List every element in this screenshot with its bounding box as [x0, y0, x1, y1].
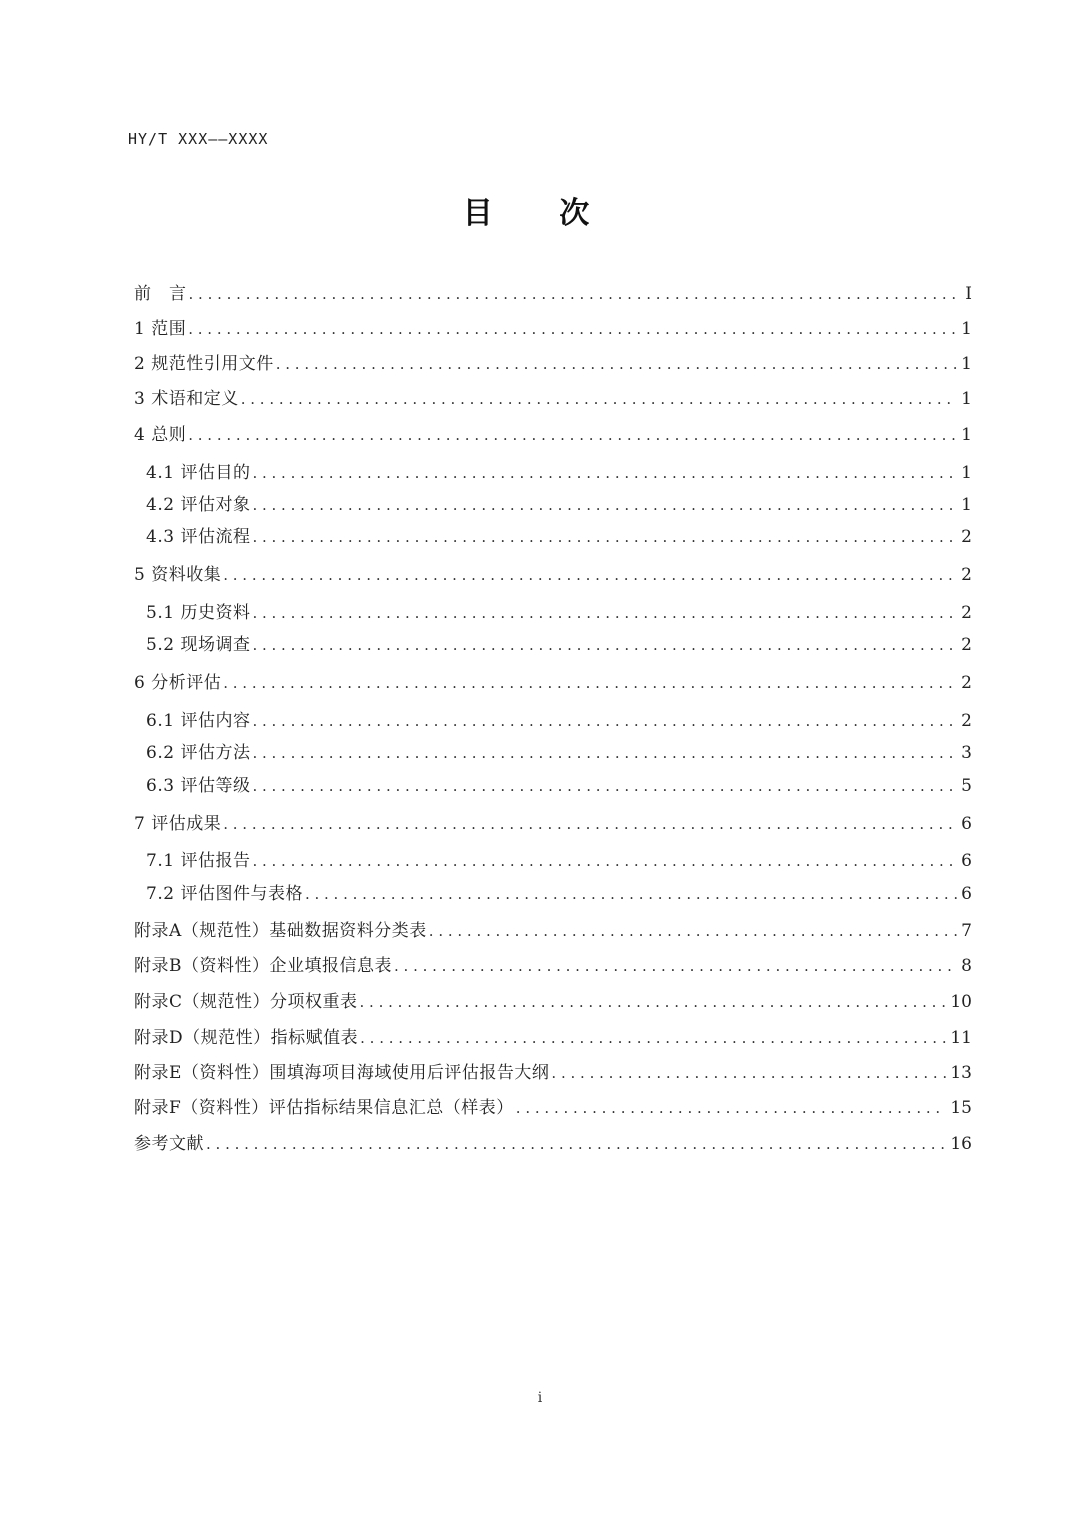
toc-entry-page: 1: [961, 495, 972, 515]
toc-entry[interactable]: [146, 491, 972, 519]
toc-leader-dots: [394, 952, 957, 980]
toc-leader-dots: [241, 385, 957, 413]
toc-leader-dots: [252, 599, 957, 627]
toc-entry-page: 8: [961, 956, 972, 976]
toc-leader-dots: [223, 669, 957, 697]
document-code: HY/T XXX——XXXX: [128, 130, 269, 148]
toc-entry-label: 前 言: [134, 284, 187, 304]
toc-entry[interactable]: [134, 280, 972, 308]
toc-entry[interactable]: [134, 669, 972, 697]
toc-entry[interactable]: [134, 988, 972, 1016]
toc-leader-dots: [252, 523, 957, 551]
toc-entry-label: 附录B（资料性）企业填报信息表: [134, 956, 392, 976]
toc-entry-page: 2: [961, 527, 972, 547]
toc-leader-dots: [276, 350, 957, 378]
toc-entry-page: 13: [950, 1063, 972, 1083]
toc-entry[interactable]: [146, 631, 972, 659]
toc-entry-page: 7: [961, 921, 972, 941]
toc-entry-label: 4.3 评估流程: [146, 527, 251, 547]
toc-entry-label: 3 术语和定义: [134, 389, 239, 409]
toc-leader-dots: [188, 421, 957, 449]
toc-entry-label: 5 资料收集: [134, 565, 222, 585]
toc-leader-dots: [252, 707, 957, 735]
toc-entry[interactable]: [146, 459, 972, 487]
toc-entry-label: 2 规范性引用文件: [134, 354, 274, 374]
toc-entry-label: 4.2 评估对象: [146, 495, 251, 515]
toc-entry[interactable]: [134, 1094, 972, 1122]
toc-entry-label: 1 范围: [134, 319, 187, 339]
toc-entry-label: 5.2 现场调查: [146, 635, 251, 655]
toc-entry-page: 2: [961, 711, 972, 731]
toc-entry-page: I: [965, 284, 972, 304]
toc-entry[interactable]: [134, 561, 972, 589]
toc-entry[interactable]: [134, 917, 972, 945]
toc-leader-dots: [360, 988, 947, 1016]
page-title: 目 次: [462, 196, 618, 231]
toc-leader-dots: [252, 847, 957, 875]
toc-entry-label: 6.2 评估方法: [146, 743, 251, 763]
toc-entry[interactable]: [134, 421, 972, 449]
toc-entry[interactable]: [146, 847, 972, 875]
toc-entry[interactable]: [134, 1130, 972, 1158]
toc-leader-dots: [252, 739, 957, 767]
toc-entry-label: 4.1 评估目的: [146, 463, 251, 483]
toc-leader-dots: [206, 1130, 946, 1158]
toc-leader-dots: [305, 880, 957, 908]
toc-entry-label: 参考文献: [134, 1134, 204, 1154]
toc-entry-page: 1: [961, 425, 972, 445]
toc-leader-dots: [189, 280, 962, 308]
toc-entry-label: 附录A（规范性）基础数据资料分类表: [134, 921, 427, 941]
toc-entry-label: 附录E（资料性）围填海项目海域使用后评估报告大纲: [134, 1063, 550, 1083]
toc-entry-page: 1: [961, 463, 972, 483]
toc-entry[interactable]: [134, 315, 972, 343]
toc-entry[interactable]: [146, 772, 972, 800]
toc-leader-dots: [188, 315, 957, 343]
toc-entry-label: 6.3 评估等级: [146, 776, 251, 796]
page-number: i: [537, 1390, 543, 1406]
toc-entry-label: 附录D（规范性）指标赋值表: [134, 1028, 359, 1048]
toc-leader-dots: [252, 491, 957, 519]
toc-leader-dots: [223, 561, 957, 589]
toc-leader-dots: [252, 772, 957, 800]
toc-entry-page: 6: [961, 884, 972, 904]
toc-leader-dots: [516, 1094, 947, 1122]
toc-entry-label: 附录F（资料性）评估指标结果信息汇总（样表）: [134, 1098, 514, 1118]
toc-entry-label: 6.1 评估内容: [146, 711, 251, 731]
toc-entry-page: 10: [950, 992, 972, 1012]
toc-entry[interactable]: [134, 385, 972, 413]
toc-entry-label: 7.1 评估报告: [146, 851, 251, 871]
toc-entry-page: 2: [961, 603, 972, 623]
toc-leader-dots: [252, 459, 957, 487]
toc-entry-page: 1: [961, 319, 972, 339]
toc-leader-dots: [223, 810, 957, 838]
toc-entry-page: 2: [961, 673, 972, 693]
toc-entry-page: 6: [961, 814, 972, 834]
toc-entry-page: 3: [961, 743, 972, 763]
toc-entry[interactable]: [134, 350, 972, 378]
toc-entry-page: 1: [961, 389, 972, 409]
toc-entry-page: 16: [950, 1134, 972, 1154]
toc-leader-dots: [252, 631, 957, 659]
toc-entry[interactable]: [134, 810, 972, 838]
toc-entry[interactable]: [134, 1059, 972, 1087]
toc-leader-dots: [360, 1024, 946, 1052]
toc-entry-page: 1: [961, 354, 972, 374]
toc-entry[interactable]: [134, 952, 972, 980]
toc-entry-page: 5: [961, 776, 972, 796]
toc-leader-dots: [429, 917, 957, 945]
toc-entry[interactable]: [146, 739, 972, 767]
toc-entry[interactable]: [146, 707, 972, 735]
toc-entry[interactable]: [146, 880, 972, 908]
toc-entry[interactable]: [146, 523, 972, 551]
toc-entry-label: 5.1 历史资料: [146, 603, 251, 623]
toc-leader-dots: [551, 1059, 946, 1087]
toc-entry-label: 7 评估成果: [134, 814, 222, 834]
toc-entry-label: 7.2 评估图件与表格: [146, 884, 303, 904]
toc-entry-page: 2: [961, 635, 972, 655]
toc-entry[interactable]: [146, 599, 972, 627]
toc-entry-page: 15: [950, 1098, 972, 1118]
toc-entry-label: 附录C（规范性）分项权重表: [134, 992, 358, 1012]
toc-entry-label: 6 分析评估: [134, 673, 222, 693]
toc-entry[interactable]: [134, 1024, 972, 1052]
toc-entry-label: 4 总则: [134, 425, 187, 445]
toc-entry-page: 2: [961, 565, 972, 585]
toc-entry-page: 11: [950, 1028, 972, 1048]
toc-entry-page: 6: [961, 851, 972, 871]
